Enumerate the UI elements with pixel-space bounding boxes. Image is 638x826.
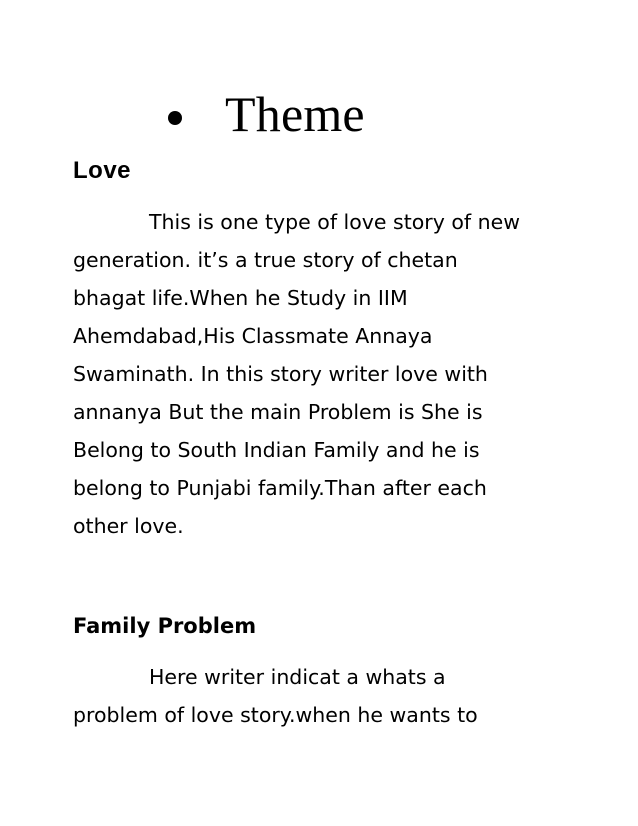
- paragraph-line: problem of love story.when he wants to: [73, 703, 478, 727]
- paragraph-family-problem: [73, 658, 543, 734]
- theme-heading: [168, 84, 365, 144]
- theme-title: Theme: [225, 86, 365, 142]
- section-heading-love: Love: [73, 157, 132, 184]
- section-heading-family-problem: Family Problem: [73, 614, 257, 638]
- paragraph-line: annanya But the main Problem is She is: [73, 400, 483, 424]
- paragraph-line: Here writer indicat a whats a: [149, 665, 446, 689]
- paragraph-line: bhagat life.When he Study in IIM: [73, 286, 408, 310]
- paragraph-line: belong to Punjabi family.Than after each: [73, 476, 487, 500]
- paragraph-line: generation. it’s a true story of chetan: [73, 248, 458, 272]
- paragraph-line: Swaminath. In this story writer love with: [73, 362, 488, 386]
- paragraph-line: Belong to South Indian Family and he is: [73, 438, 480, 462]
- paragraph-love: [73, 203, 543, 545]
- paragraph-line: Ahemdabad,His Classmate Annaya: [73, 324, 433, 348]
- paragraph-line: This is one type of love story of new: [149, 210, 521, 234]
- bullet-icon: [168, 111, 182, 125]
- paragraph-line: other love.: [73, 514, 184, 538]
